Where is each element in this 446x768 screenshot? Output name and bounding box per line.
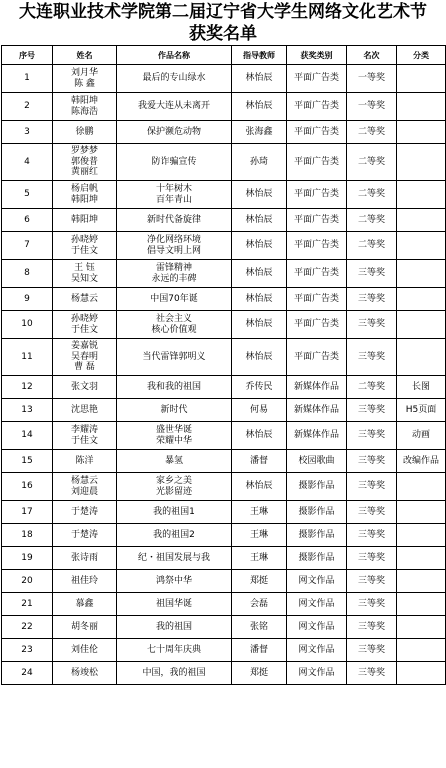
- cell-category: 网文作品: [287, 662, 347, 685]
- cell-work: 纪・祖国发展与我: [117, 547, 232, 570]
- cell-no: 6: [2, 209, 53, 232]
- cell-category: 摄影作品: [287, 501, 347, 524]
- cell-rank: 一等奖: [347, 93, 397, 121]
- cell-rank: 三等奖: [347, 473, 397, 501]
- cell-category: 平面广告类: [287, 121, 347, 144]
- cell-category: 摄影作品: [287, 547, 347, 570]
- table-row: [2, 339, 446, 376]
- cell-category: 新媒体作品: [287, 376, 347, 399]
- cell-work: 新时代备旋律: [117, 209, 232, 232]
- cell-work: 盛世华诞 荣耀中华: [117, 422, 232, 450]
- cell-work: 中国，我的祖国: [117, 662, 232, 685]
- cell-class: 长图: [397, 376, 446, 399]
- cell-names: 胡冬丽: [53, 616, 117, 639]
- cell-no: 23: [2, 639, 53, 662]
- cell-class: [397, 181, 446, 209]
- cell-no: 7: [2, 232, 53, 260]
- table-row: [2, 121, 446, 144]
- cell-class: [397, 616, 446, 639]
- cell-no: 3: [2, 121, 53, 144]
- cell-class: [397, 144, 446, 181]
- cell-rank: 三等奖: [347, 450, 397, 473]
- cell-rank: 三等奖: [347, 311, 397, 339]
- cell-class: [397, 593, 446, 616]
- cell-rank: 三等奖: [347, 616, 397, 639]
- cell-names: 慕鑫: [53, 593, 117, 616]
- header-name: 姓名: [53, 46, 117, 65]
- cell-work: 暴氢: [117, 450, 232, 473]
- cell-names: 韩阳坤 陈海浩: [53, 93, 117, 121]
- table-row: [2, 144, 446, 181]
- cell-teacher: 林怡辰: [232, 209, 287, 232]
- cell-teacher: 林怡辰: [232, 339, 287, 376]
- cell-rank: 一等奖: [347, 65, 397, 93]
- cell-work: 十年树木 百年青山: [117, 181, 232, 209]
- title-line-2: 获奖名单: [189, 24, 257, 44]
- cell-teacher: 孙琦: [232, 144, 287, 181]
- cell-names: 杨慧云 刘迎晨: [53, 473, 117, 501]
- table-row: [2, 570, 446, 593]
- cell-no: 14: [2, 422, 53, 450]
- cell-class: [397, 473, 446, 501]
- cell-no: 1: [2, 65, 53, 93]
- cell-category: 网文作品: [287, 639, 347, 662]
- table-row: [2, 93, 446, 121]
- title-line-1: 大连职业技术学院第二届辽宁省大学生网络文化艺术节: [19, 2, 427, 22]
- cell-rank: 二等奖: [347, 181, 397, 209]
- cell-work: 我的祖国1: [117, 501, 232, 524]
- cell-names: 沈思艳: [53, 399, 117, 422]
- header-no: 序号: [2, 46, 53, 65]
- cell-category: 网文作品: [287, 570, 347, 593]
- cell-no: 11: [2, 339, 53, 376]
- table-row: [2, 639, 446, 662]
- cell-names: 韩阳坤: [53, 209, 117, 232]
- cell-work: 雷锋精神 永远的丰碑: [117, 260, 232, 288]
- table-row: [2, 232, 446, 260]
- cell-teacher: 张海鑫: [232, 121, 287, 144]
- cell-names: 孙晓婷 于佳文: [53, 311, 117, 339]
- cell-category: 摄影作品: [287, 524, 347, 547]
- cell-teacher: 林怡辰: [232, 93, 287, 121]
- cell-rank: 二等奖: [347, 144, 397, 181]
- cell-no: 15: [2, 450, 53, 473]
- cell-class: [397, 339, 446, 376]
- header-rank: 名次: [347, 46, 397, 65]
- cell-category: 平面广告类: [287, 311, 347, 339]
- cell-rank: 二等奖: [347, 209, 397, 232]
- cell-work: 净化网络环境 倡导文明上网: [117, 232, 232, 260]
- table-row: [2, 260, 446, 288]
- table-row: [2, 181, 446, 209]
- table-header-row: [2, 46, 446, 65]
- cell-teacher: 林怡辰: [232, 311, 287, 339]
- table-row: [2, 547, 446, 570]
- cell-class: [397, 524, 446, 547]
- cell-teacher: 林怡辰: [232, 65, 287, 93]
- cell-no: 19: [2, 547, 53, 570]
- cell-names: 孙晓婷 于佳文: [53, 232, 117, 260]
- cell-no: 8: [2, 260, 53, 288]
- cell-rank: 三等奖: [347, 547, 397, 570]
- cell-work: 防诈骗宣传: [117, 144, 232, 181]
- header-class: 分类: [397, 46, 446, 65]
- cell-work: 鸿祭中华: [117, 570, 232, 593]
- cell-teacher: 郑挺: [232, 662, 287, 685]
- cell-category: 网文作品: [287, 593, 347, 616]
- cell-no: 5: [2, 181, 53, 209]
- cell-names: 于楚涛: [53, 524, 117, 547]
- cell-category: 网文作品: [287, 616, 347, 639]
- cell-names: 陈洋: [53, 450, 117, 473]
- cell-names: 李耀涛 于佳文: [53, 422, 117, 450]
- cell-work: 我的祖国2: [117, 524, 232, 547]
- cell-work: 当代雷锋郭明义: [117, 339, 232, 376]
- cell-no: 13: [2, 399, 53, 422]
- cell-class: [397, 209, 446, 232]
- cell-names: 张文羽: [53, 376, 117, 399]
- cell-names: 杨竣松: [53, 662, 117, 685]
- cell-class: [397, 232, 446, 260]
- cell-teacher: 潘督: [232, 450, 287, 473]
- awards-table: [1, 45, 446, 685]
- cell-category: 新媒体作品: [287, 399, 347, 422]
- cell-no: 17: [2, 501, 53, 524]
- table-row: [2, 524, 446, 547]
- cell-no: 22: [2, 616, 53, 639]
- cell-work: 七十周年庆典: [117, 639, 232, 662]
- cell-teacher: 林怡辰: [232, 288, 287, 311]
- cell-rank: 三等奖: [347, 288, 397, 311]
- cell-rank: 三等奖: [347, 570, 397, 593]
- cell-teacher: 林怡辰: [232, 260, 287, 288]
- cell-class: [397, 547, 446, 570]
- cell-class: [397, 260, 446, 288]
- cell-category: 平面广告类: [287, 209, 347, 232]
- cell-teacher: 林怡辰: [232, 232, 287, 260]
- table-row: [2, 473, 446, 501]
- page-title: [0, 0, 446, 45]
- cell-rank: 三等奖: [347, 593, 397, 616]
- cell-teacher: 王琳: [232, 501, 287, 524]
- cell-rank: 三等奖: [347, 260, 397, 288]
- cell-category: 平面广告类: [287, 144, 347, 181]
- cell-names: 刘月华 陈 鑫: [53, 65, 117, 93]
- cell-class: [397, 65, 446, 93]
- cell-teacher: 会磊: [232, 593, 287, 616]
- cell-rank: 三等奖: [347, 339, 397, 376]
- cell-no: 12: [2, 376, 53, 399]
- cell-rank: 三等奖: [347, 501, 397, 524]
- table-row: [2, 501, 446, 524]
- cell-class: [397, 93, 446, 121]
- table-row: [2, 593, 446, 616]
- cell-class: H5页面: [397, 399, 446, 422]
- cell-class: [397, 639, 446, 662]
- cell-category: 平面广告类: [287, 65, 347, 93]
- cell-rank: 三等奖: [347, 524, 397, 547]
- cell-names: 姜嘉锐 吴春明 曹 磊: [53, 339, 117, 376]
- cell-work: 我的祖国: [117, 616, 232, 639]
- cell-class: [397, 121, 446, 144]
- table-row: [2, 209, 446, 232]
- cell-class: [397, 288, 446, 311]
- cell-no: 2: [2, 93, 53, 121]
- cell-category: 摄影作品: [287, 473, 347, 501]
- cell-teacher: 王琳: [232, 524, 287, 547]
- cell-category: 校园歌曲: [287, 450, 347, 473]
- cell-names: 刘佳伦: [53, 639, 117, 662]
- cell-rank: 三等奖: [347, 399, 397, 422]
- cell-work: 中国70年诞: [117, 288, 232, 311]
- cell-no: 4: [2, 144, 53, 181]
- cell-rank: 三等奖: [347, 639, 397, 662]
- table-row: [2, 65, 446, 93]
- table-row: [2, 399, 446, 422]
- table-row: [2, 422, 446, 450]
- cell-names: 张诗雨: [53, 547, 117, 570]
- cell-category: 平面广告类: [287, 93, 347, 121]
- cell-work: 新时代: [117, 399, 232, 422]
- cell-names: 杨启帆 韩阳坤: [53, 181, 117, 209]
- cell-names: 杨慧云: [53, 288, 117, 311]
- cell-class: [397, 570, 446, 593]
- cell-rank: 二等奖: [347, 121, 397, 144]
- cell-class: [397, 662, 446, 685]
- cell-teacher: 何易: [232, 399, 287, 422]
- cell-work: 社会主义 核心价值观: [117, 311, 232, 339]
- cell-teacher: 王琳: [232, 547, 287, 570]
- table-row: [2, 376, 446, 399]
- cell-category: 平面广告类: [287, 288, 347, 311]
- cell-class: [397, 501, 446, 524]
- cell-class: 改编作品: [397, 450, 446, 473]
- cell-class: 动画: [397, 422, 446, 450]
- cell-no: 16: [2, 473, 53, 501]
- cell-names: 王 钰 吴知文: [53, 260, 117, 288]
- cell-work: 祖国华诞: [117, 593, 232, 616]
- header-work: 作品名称: [117, 46, 232, 65]
- cell-teacher: 乔传民: [232, 376, 287, 399]
- table-row: [2, 662, 446, 685]
- cell-names: 罗梦梦 郭俊普 黄丽红: [53, 144, 117, 181]
- cell-teacher: 潘督: [232, 639, 287, 662]
- cell-work: 家乡之美 光影留迹: [117, 473, 232, 501]
- cell-no: 18: [2, 524, 53, 547]
- cell-no: 21: [2, 593, 53, 616]
- cell-no: 20: [2, 570, 53, 593]
- table-row: [2, 450, 446, 473]
- cell-class: [397, 311, 446, 339]
- cell-work: 我爱大连从未离开: [117, 93, 232, 121]
- cell-no: 10: [2, 311, 53, 339]
- cell-work: 我和我的祖国: [117, 376, 232, 399]
- cell-teacher: 林怡辰: [232, 181, 287, 209]
- cell-rank: 二等奖: [347, 232, 397, 260]
- cell-category: 平面广告类: [287, 260, 347, 288]
- cell-work: 最后的专山绿水: [117, 65, 232, 93]
- cell-no: 9: [2, 288, 53, 311]
- cell-category: 平面广告类: [287, 181, 347, 209]
- cell-work: 保护濒危动物: [117, 121, 232, 144]
- cell-category: 平面广告类: [287, 232, 347, 260]
- cell-teacher: 林怡辰: [232, 473, 287, 501]
- cell-names: 于楚涛: [53, 501, 117, 524]
- cell-category: 新媒体作品: [287, 422, 347, 450]
- cell-rank: 三等奖: [347, 662, 397, 685]
- cell-rank: 二等奖: [347, 376, 397, 399]
- cell-category: 平面广告类: [287, 339, 347, 376]
- table-row: [2, 311, 446, 339]
- table-row: [2, 288, 446, 311]
- cell-rank: 三等奖: [347, 422, 397, 450]
- cell-names: 祖佳玲: [53, 570, 117, 593]
- cell-teacher: 林怡辰: [232, 422, 287, 450]
- cell-names: 徐鹏: [53, 121, 117, 144]
- cell-teacher: 张铭: [232, 616, 287, 639]
- header-category: 获奖类别: [287, 46, 347, 65]
- header-teacher: 指导教师: [232, 46, 287, 65]
- cell-no: 24: [2, 662, 53, 685]
- table-row: [2, 616, 446, 639]
- cell-teacher: 郑挺: [232, 570, 287, 593]
